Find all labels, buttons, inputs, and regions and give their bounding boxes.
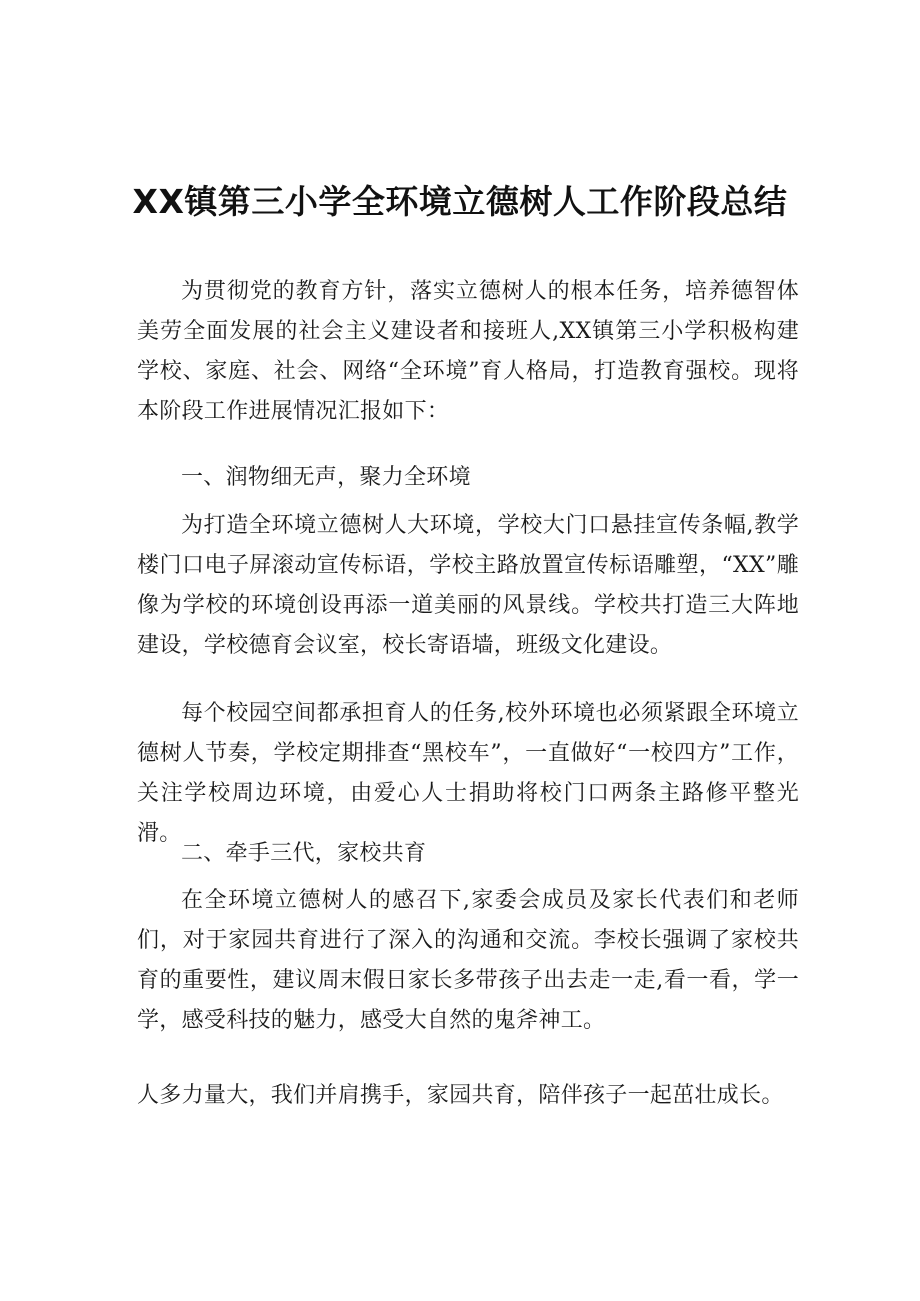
closing-paragraph: 人多力量大，我们并肩携手，家园共育，陪伴孩子一起茁壮成长。	[137, 1083, 784, 1108]
section1-paragraph-2: 每个校园空间都承担育人的任务,校外环境也必须紧跟全环境立德树人节奏，学校定期排查“黑校车”，一直做好“一校四方”工作，关注学校周边环境，由爱心人士捐助将校门口两条主路修平整光滑。	[137, 701, 799, 846]
section2-paragraph-1: 在全环境立德树人的感召下,家委会成员及家长代表们和老师们，对于家园共育进行了深入的沟通和交流。李校长强调了家校共育的重要性，建议周末假日家长多带孩子出去走一走,看一看，学一学，感受科技的魅力，感受大自然的鬼斧神工。	[137, 888, 799, 1033]
section-heading-1: 一、润物细无声，聚力全环境	[181, 465, 471, 490]
section-heading-2: 二、牵手三代，家校共育	[181, 841, 427, 866]
document-title: XX镇第三小学全环境立德树人工作阶段总结	[132, 182, 788, 221]
intro-paragraph: 为贯彻党的教育方针，落实立德树人的根本任务，培养德智体美劳全面发展的社会主义建设者和接班人,XX镇第三小学积极构建学校、家庭、社会、网络“全环境”育人格局，打造教育强校。现将本阶段工作进展情况汇报如下：	[137, 279, 799, 424]
section1-paragraph-1: 为打造全环境立德树人大环境，学校大门口悬挂宣传条幅,教学楼门口电子屏滚动宣传标语，学校主路放置宣传标语雕塑，“XX”雕像为学校的环境创设再添一道美丽的风景线。学校共打造三大阵地建设，学校德育会议室，校长寄语墙，班级文化建设。	[137, 513, 799, 658]
